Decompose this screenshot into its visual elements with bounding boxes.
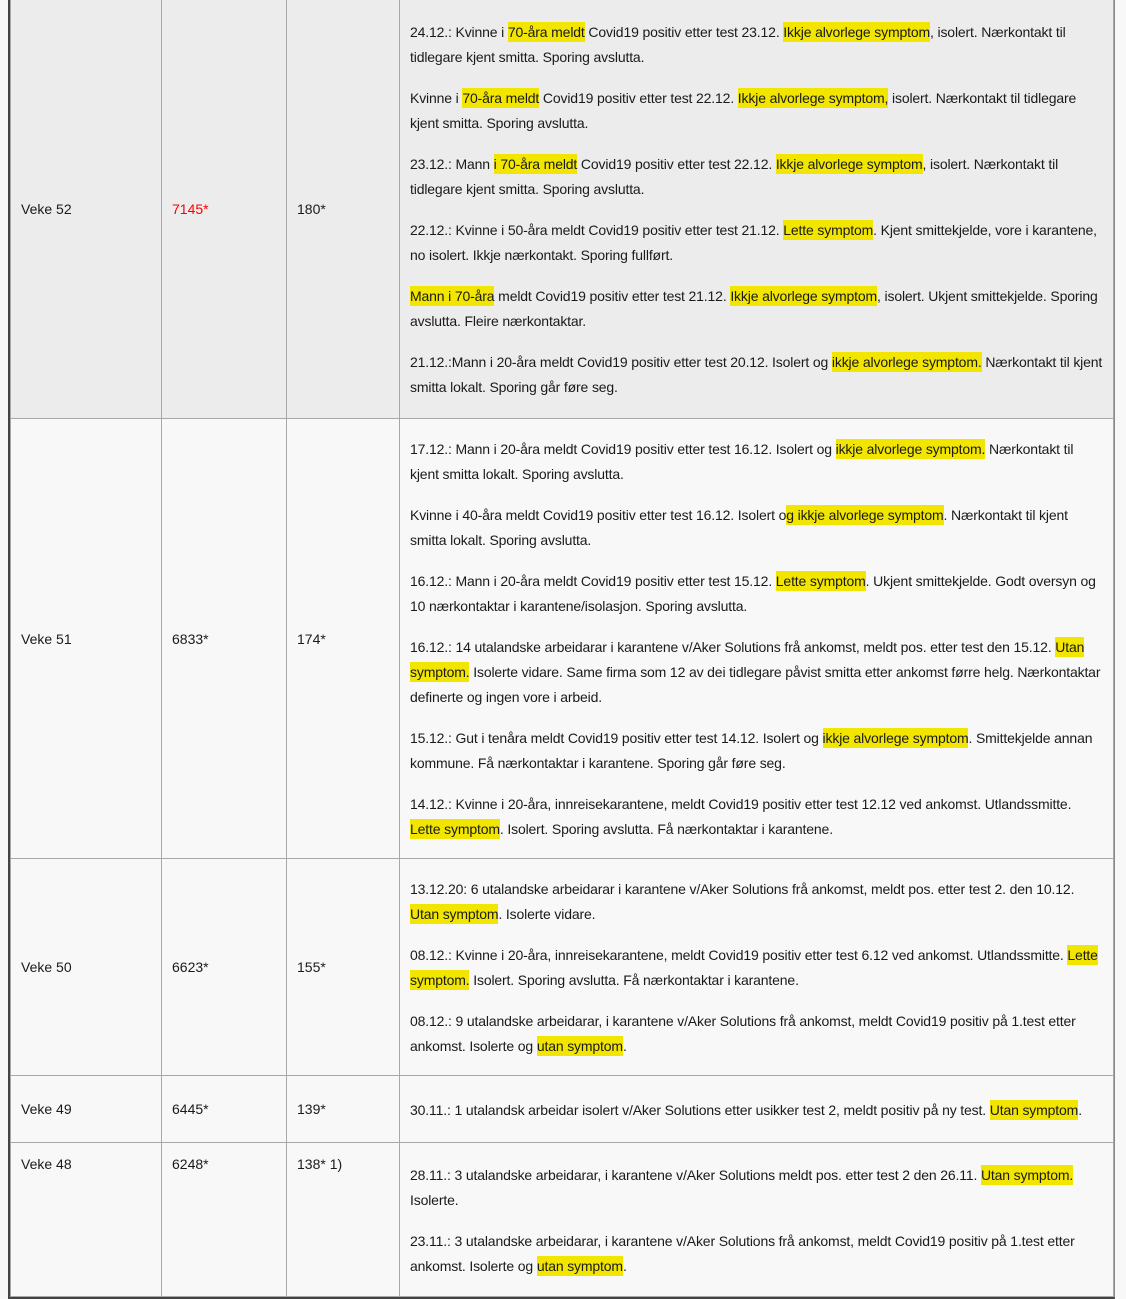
weekly-count-cell: 174* (287, 419, 400, 859)
case-note (410, 503, 1103, 553)
weekly-count-cell: 180* (287, 0, 400, 419)
case-notes-cell (400, 859, 1114, 1076)
note-text: Covid19 positiv etter test 23.12. (584, 24, 784, 40)
highlighted-text: ikkje alvorlege symptom. (835, 441, 986, 457)
case-note (410, 86, 1103, 136)
covid-case-table-frame (8, 0, 1115, 1299)
note-text: 16.12.: Mann i 20-åra meldt Covid19 positiv etter test 15.12. (410, 573, 776, 589)
note-text: . Kjent smittekjelde, vore i karantene, no isolert. Ikkje nærkontakt. Sporing fullført. (410, 222, 1097, 263)
table-row (11, 859, 1114, 1076)
note-text: Covid19 positiv etter test 22.12. (539, 90, 738, 106)
highlighted-text: utan symptom (536, 1257, 623, 1274)
weekly-count-cell: 139* (287, 1076, 400, 1143)
week-cell: Veke 51 (11, 419, 162, 859)
case-note (410, 943, 1103, 993)
highlighted-text: ikkje alvorlege symptom (822, 730, 969, 746)
note-text: 24.12.: Kvinne i (410, 24, 508, 40)
highlighted-text: Ikkje alvorlege symptom (783, 24, 931, 40)
note-text: . Nærkontakt til kjent smitta lokalt. Sporing avslutta. (410, 507, 1068, 548)
case-notes-cell (400, 419, 1114, 859)
table-row (11, 419, 1114, 859)
note-text: Covid19 positiv etter test 22.12. (577, 156, 776, 172)
covid-case-table (10, 0, 1114, 1297)
note-text: 17.12.: Mann i 20-åra meldt Covid19 positiv etter test 16.12. Isolert og (410, 441, 836, 457)
total-cases-cell: 6445* (162, 1076, 287, 1143)
note-text: . Smittekjelde annan kommune. Få nærkontaktar i karantene. Sporing går føre seg. (410, 730, 1093, 771)
note-text: 16.12.: 14 utalandske arbeidarar i karantene v/Aker Solutions frå ankomst, meldt pos. etter test den 15.12. (410, 639, 1056, 655)
week-cell: Veke 50 (11, 859, 162, 1076)
case-notes-cell (400, 1076, 1114, 1143)
highlighted-text: Lette symptom (783, 222, 874, 238)
highlighted-text: Utan symptom (410, 906, 499, 922)
note-text: Nærkontakt til kjent smitta lokalt. Sporing går føre seg. (410, 354, 1103, 395)
note-text: 23.12.: Mann (410, 156, 494, 172)
highlighted-text: 70-åra meldt (507, 24, 585, 40)
note-text: Isolerte vidare. Same firma som 12 av dei tidlegare påvist smitta etter ankomst førre helg. Nærkontaktar definerte og ingen vore i arbeid. (410, 664, 1101, 705)
highlighted-text: Ikkje alvorlege symptom (730, 288, 878, 304)
note-text: 21.12.:Mann i 20-åra meldt Covid19 positiv etter test 20.12. Isolert og (410, 354, 832, 370)
note-text: Kvinne i (410, 90, 463, 106)
case-note (410, 792, 1103, 842)
note-text: 22.12.: Kvinne i 50-åra meldt Covid19 positiv etter test 21.12. (410, 222, 784, 238)
note-text: . (622, 1257, 627, 1274)
weekly-count-cell: 155* (287, 859, 400, 1076)
table-row (11, 1143, 1114, 1297)
note-text: meldt Covid19 positiv etter test 21.12. (494, 288, 731, 304)
case-note (410, 635, 1103, 710)
case-note (410, 569, 1103, 619)
note-text: , isolert. Nærkontakt til tidlegare kjent smitta. Sporing avslutta. (410, 24, 1066, 65)
highlighted-text: Utan symptom. (980, 1166, 1074, 1183)
case-note (410, 152, 1103, 202)
note-text: 14.12.: Kvinne i 20-åra, innreisekarantene, meldt Covid19 positiv etter test 12.12 ved ankomst. Utlandssmitte. (410, 796, 1072, 812)
note-text: . (1078, 1101, 1082, 1118)
case-note (410, 726, 1103, 776)
note-text: . (622, 1038, 627, 1054)
highlighted-text: Mann i 70-åra (410, 288, 495, 304)
case-notes-cell (400, 1143, 1114, 1297)
note-text: Nærkontakt til kjent smitta lokalt. Sporing avslutta. (410, 441, 1074, 482)
case-note (410, 1163, 1103, 1213)
highlighted-text: Lette symptom (775, 573, 866, 589)
table-row (11, 1076, 1114, 1143)
week-cell: Veke 52 (11, 0, 162, 419)
note-text: Isolert. Sporing avslutta. Få nærkontaktar i karantene. (469, 972, 799, 988)
highlighted-text: i 70-åra meldt (493, 156, 578, 172)
case-note (410, 218, 1103, 268)
note-text: 23.11.: 3 utalandske arbeidarar, i karantene v/Aker Solutions frå ankomst, meldt Covid19 positiv på 1.test etter ankomst. Isolerte og (410, 1232, 1075, 1274)
highlighted-text: Lette symptom. (410, 947, 1098, 988)
week-cell: Veke 49 (11, 1076, 162, 1143)
case-note (410, 1009, 1103, 1059)
case-note (410, 284, 1103, 334)
total-cases-cell: 7145* (162, 0, 287, 419)
note-text: Isolerte. (410, 1191, 459, 1208)
note-text: Kvinne i 40-åra meldt Covid19 positiv etter test 16.12. Isolert o (410, 507, 787, 523)
note-text: 08.12.: 9 utalandske arbeidarar, i karantene v/Aker Solutions frå ankomst, meldt Covid19 positiv på 1.test etter ankomst. Isolerte og (410, 1013, 1076, 1054)
case-note (410, 1098, 1103, 1123)
note-text: . Ukjent smittekjelde. Godt oversyn og 10 nærkontaktar i karantene/isolasjon. Sporing avslutta. (410, 573, 1096, 614)
highlighted-text: 70-åra meldt (462, 90, 540, 106)
note-text: , isolert. Nærkontakt til tidlegare kjent smitta. Sporing avslutta. (410, 156, 1059, 197)
highlighted-text: Ikkje alvorlege symptom, (737, 90, 889, 106)
note-text: , isolert. Ukjent smittekjelde. Sporing avslutta. Fleire nærkontaktar. (410, 288, 1098, 329)
total-cases-cell: 6833* (162, 419, 287, 859)
note-text: . Isolerte vidare. (498, 906, 596, 922)
table-row (11, 0, 1114, 419)
highlighted-text: g ikkje alvorlege symptom (786, 507, 944, 523)
highlighted-text: Utan symptom. (410, 639, 1085, 680)
note-text: . Isolert. Sporing avslutta. Få nærkontaktar i karantene. (499, 821, 833, 837)
total-cases-cell: 6248* (162, 1143, 287, 1297)
weekly-count-cell: 138* 1) (287, 1143, 400, 1297)
highlighted-text: utan symptom (536, 1038, 623, 1054)
week-cell: Veke 48 (11, 1143, 162, 1297)
note-text: 13.12.20: 6 utalandske arbeidarar i karantene v/Aker Solutions frå ankomst, meldt pos. etter test 2. den 10.12. (410, 881, 1075, 897)
highlighted-text: Ikkje alvorlege symptom (775, 156, 923, 172)
note-text: 08.12.: Kvinne i 20-åra, innreisekarantene, meldt Covid19 positiv etter test 6.12 ved ankomst. Utlandssmitte. (410, 947, 1068, 963)
total-cases-cell: 6623* (162, 859, 287, 1076)
case-note (410, 437, 1103, 487)
note-text: 15.12.: Gut i tenåra meldt Covid19 positiv etter test 14.12. Isolert og (410, 730, 823, 746)
note-text: 30.11.: 1 utalandsk arbeidar isolert v/Aker Solutions etter usikker test 2, meldt positiv på ny test. (410, 1101, 990, 1118)
highlighted-text: ikkje alvorlege symptom. (831, 354, 982, 370)
highlighted-text: Utan symptom (989, 1101, 1079, 1118)
case-notes-cell (400, 0, 1114, 419)
note-text: isolert. Nærkontakt til tidlegare kjent smitta. Sporing avslutta. (410, 90, 1077, 131)
highlighted-text: Lette symptom (410, 821, 500, 837)
case-note (410, 20, 1103, 70)
case-note (410, 350, 1103, 400)
case-note (410, 877, 1103, 927)
note-text: 28.11.: 3 utalandske arbeidarar, i karantene v/Aker Solutions meldt pos. etter test 2 den 26.11. (410, 1166, 981, 1183)
case-note (410, 1229, 1103, 1279)
